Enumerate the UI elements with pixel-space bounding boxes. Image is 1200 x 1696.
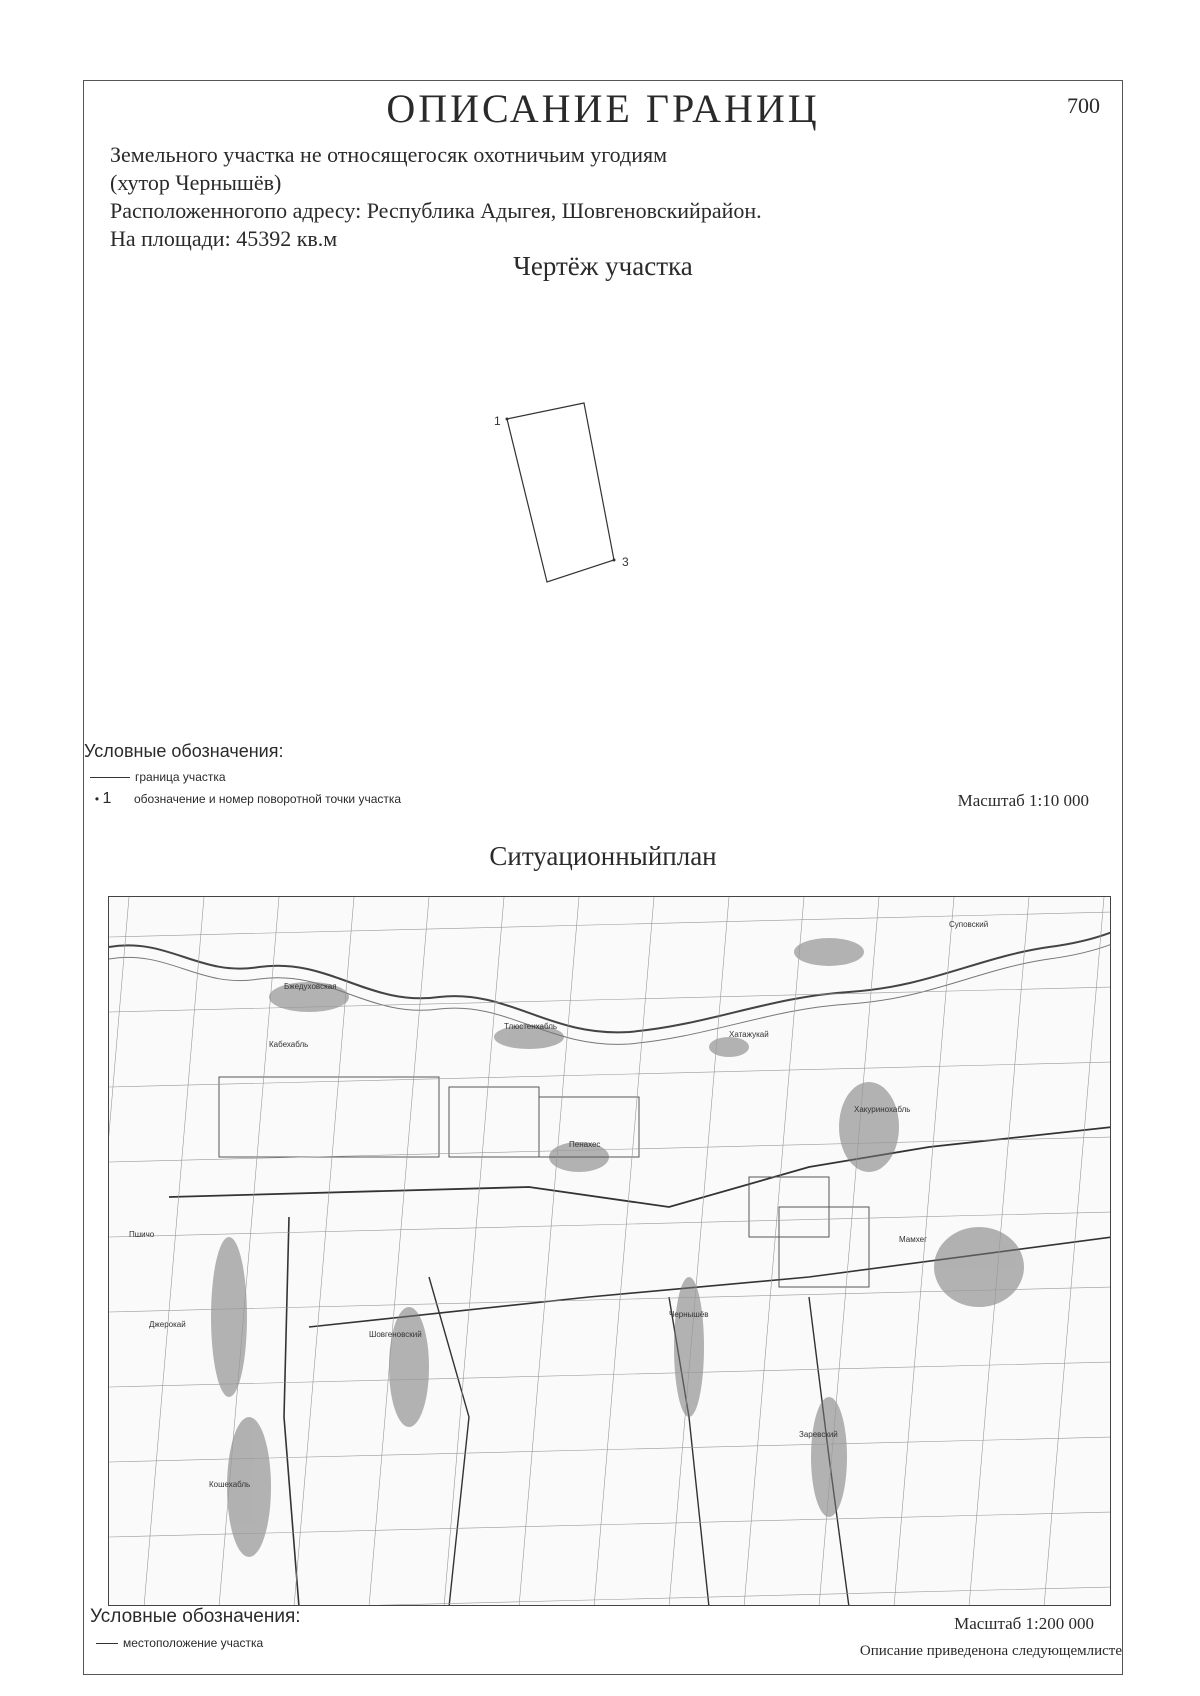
map-label: Пенахес [569, 1140, 601, 1149]
info-line: Земельного участка не относящегосяк охотничьим угодиям [110, 142, 668, 167]
grid-line [1044, 897, 1104, 1606]
legend-row [90, 1632, 301, 1654]
field-block [219, 1077, 439, 1157]
grid-line [109, 1062, 1111, 1087]
info-line: (хутор Чернышёв) [110, 170, 282, 195]
grid-line [109, 1362, 1111, 1387]
point-label-3: 3 [622, 555, 629, 569]
drawing-title: Чертёж участка [513, 251, 693, 281]
field-block [449, 1087, 539, 1157]
boundary-line-symbol [90, 777, 130, 778]
grid-line [109, 1587, 1111, 1606]
grid-line [144, 897, 204, 1606]
road [429, 1277, 469, 1606]
map-label: Кабехабль [269, 1040, 309, 1049]
map-label: Шовгеновский [369, 1330, 422, 1339]
river [109, 932, 1111, 1032]
river-bank [109, 944, 1111, 1044]
map-label: Чернышёв [669, 1310, 709, 1319]
map-label: Тлюстенхабль [504, 1022, 558, 1031]
parcel-boundary [507, 403, 614, 582]
grid-line [669, 897, 729, 1606]
map-label: Суповский [949, 920, 989, 929]
drawing-scale: Масштаб 1:10 000 [957, 791, 1089, 810]
grid-line [109, 897, 129, 1606]
settlement [389, 1307, 429, 1427]
legend-point-symbol: 1 [102, 790, 112, 807]
map-label: Кошехабль [209, 1480, 251, 1489]
grid-line [109, 987, 1111, 1012]
situation-map [108, 896, 1111, 1606]
grid-line [519, 897, 579, 1606]
map-label: Мамхег [899, 1235, 927, 1244]
grid-line [594, 897, 654, 1606]
road [284, 1217, 299, 1606]
map-label: Хатажукай [729, 1030, 769, 1039]
map-drawing [109, 897, 1111, 1606]
point-label-1: 1 [494, 414, 501, 428]
legend-location-label: местоположение участка [123, 1636, 264, 1650]
settlement [839, 1082, 899, 1172]
page-number: 700 [1067, 93, 1100, 118]
info-line: На площади: 45392 кв.м [110, 226, 338, 251]
settlement [709, 1037, 749, 1057]
legend-title: Условные обозначения: [90, 1606, 301, 1627]
grid-line [109, 1137, 1111, 1162]
legend-row [84, 766, 401, 788]
turning-point-marker [506, 418, 509, 421]
map-label: Джерокай [149, 1320, 186, 1329]
turning-point-marker [613, 559, 616, 562]
road [169, 1127, 1111, 1207]
map-label: Пшичо [129, 1230, 155, 1239]
document-title: ОПИСАНИЕ ГРАНИЦ [386, 86, 820, 131]
parcel-drawing [84, 81, 1124, 731]
field-blocks [219, 1077, 869, 1287]
settlement [211, 1237, 247, 1397]
map-legend [90, 1606, 301, 1654]
map-label: Заревский [799, 1430, 838, 1439]
point-dot-symbol: • [94, 792, 100, 806]
settlement [794, 938, 864, 966]
map-label: Бжедуховская [284, 982, 337, 991]
settlement [934, 1227, 1024, 1307]
map-label: Хакуринохабль [854, 1105, 911, 1114]
document-frame [83, 80, 1123, 1675]
map-scale: Масштаб 1:200 000 [954, 1614, 1094, 1633]
settlements [211, 938, 1024, 1557]
legend-title: Условные обозначения: [84, 741, 284, 761]
situation-plan-title: Ситуационныйплан [489, 841, 717, 871]
settlement [811, 1397, 847, 1517]
legend-boundary-label: граница участка [135, 770, 226, 784]
info-line: Расположенногопо адресу: Республика Адыгея, Шовгеновскийрайон. [110, 198, 762, 223]
location-line-symbol [96, 1643, 118, 1644]
legend-point-label: обозначение и номер поворотной точки участка [134, 792, 402, 806]
drawing-legend [84, 741, 401, 810]
map-labels [129, 920, 988, 1489]
grid-line [819, 897, 879, 1606]
footer-note: Описание приведенона следующемлисте [859, 1643, 1122, 1659]
legend-row [84, 788, 401, 810]
